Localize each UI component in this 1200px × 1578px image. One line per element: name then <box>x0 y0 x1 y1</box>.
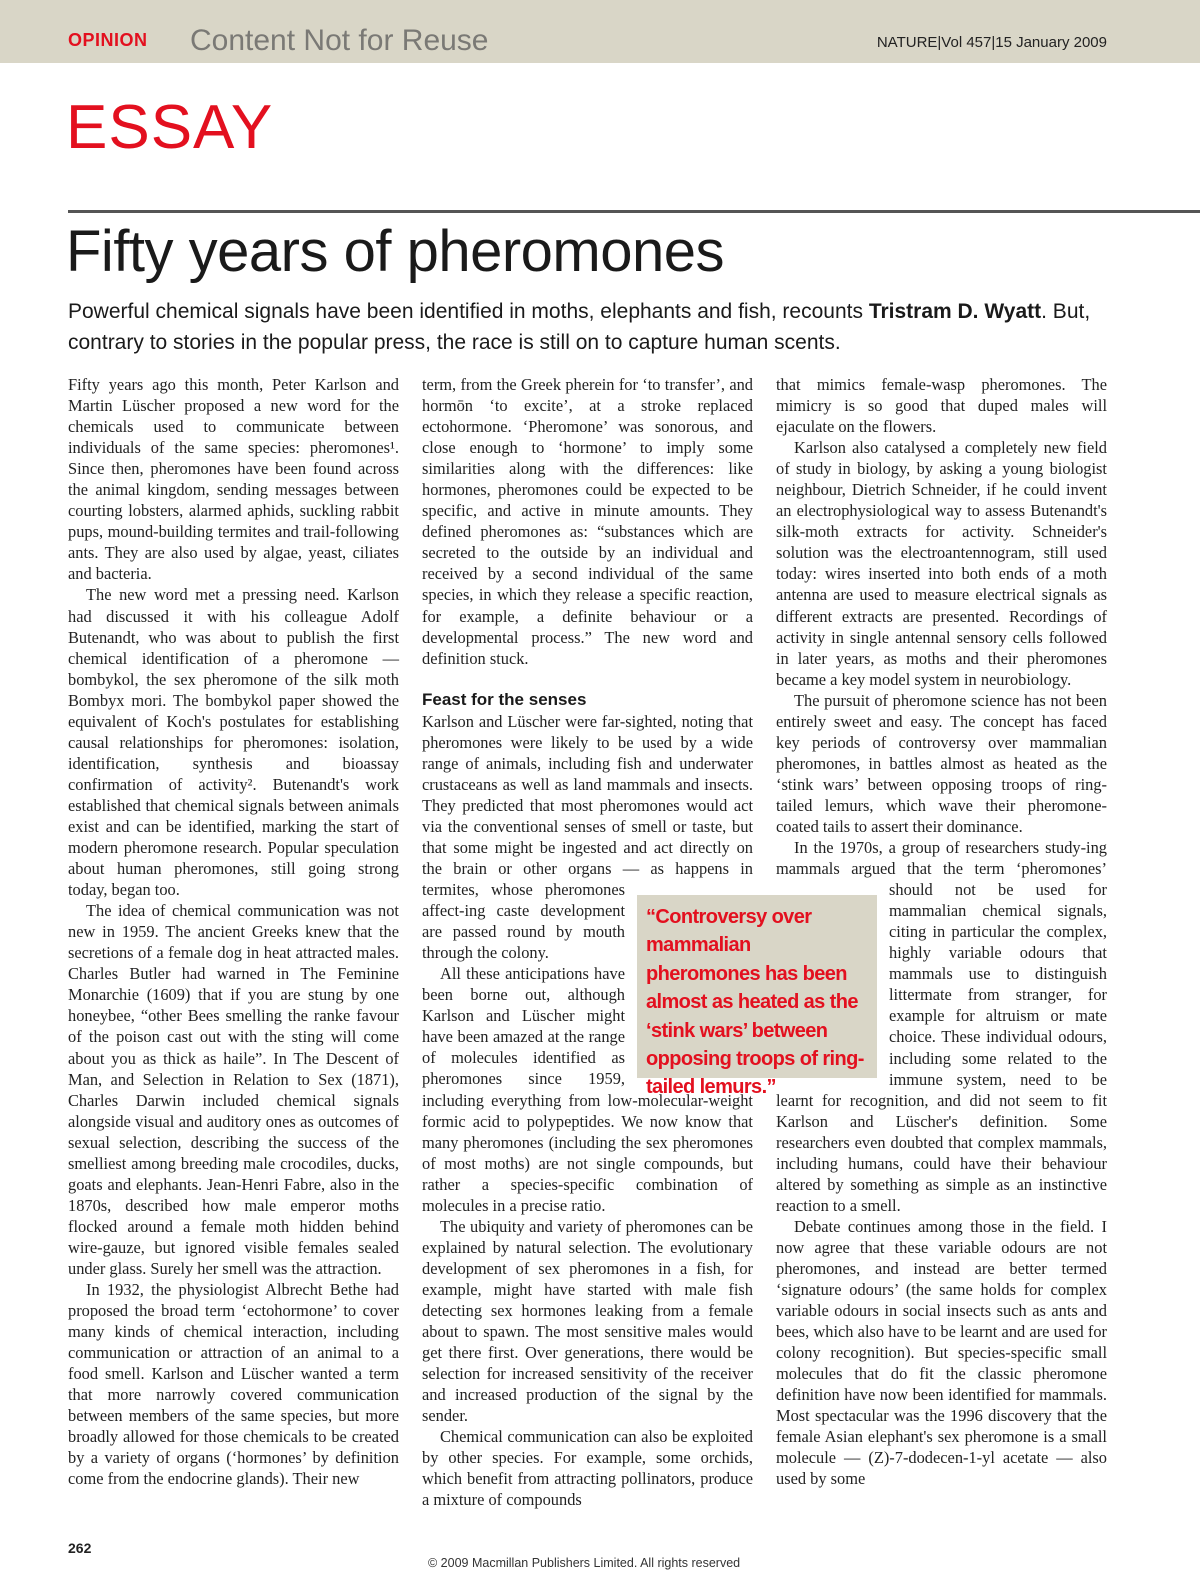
standfirst-text: Powerful chemical signals have been identified in moths, elephants and fish, recounts <box>68 300 869 323</box>
paragraph: Karlson also catalysed a completely new field of study in biology, by asking a young biologist neighbour, Dietrich Schneider, if he could invent an electrophysiological way to assess Butenandt's silk-moth extracts for activity. Schneider's solution was the electroantennogram, still used today: wires inserted into both ends of a moth antenna are used to measure electrical signals as different extracts are presented. Recordings of activity in single antennal sensory cells followed in later years, as moths and their pheromones became a key model system in neurobiology. <box>776 438 1107 689</box>
paragraph-text: ing caste development are passed round by mouth through the colony. <box>422 901 625 963</box>
watermark: Content Not for Reuse <box>190 24 489 57</box>
paragraph-text: including some related to the immune system, need to be learnt for recognition, and did not seem to fit Karlson and Lüscher's definition. Some researchers even doubted that complex mammals, including humans, could have their behaviour altered by something as simple as an instinctive reaction to a smell. <box>776 1048 1107 1215</box>
paragraph: In 1932, the physiologist Albrecht Bethe had proposed the broad term ‘ectohormone’ to cover many kinds of chemical interaction, including communication or attraction of an animal to a food smell. Karlson and Lüscher wanted a term that more narrowly covered communication between members of the same species, but more broadly allowed for those chemicals to be created by a variety of organs (‘hormones’ by definition come from the endocrine glands). Their new <box>68 1280 399 1489</box>
pull-quote: “Controversy over mammalian pheromones has been almost as heated as the ‘stink wars’ between opposing troops of ring-tailed lemurs.” <box>637 895 877 1078</box>
paragraph-text: In the 1970s, a group of researchers study- <box>794 838 1087 858</box>
paragraph-text: ing mammals argued that the term ‘pheromones’ should not be used for mammalian chemical signals, citing in particular the complex, highly variable odours that mammals use to distinguish littermate from stranger, for example for altruism or mate choice. These individual odours, <box>776 838 1107 1047</box>
section-label: OPINION <box>68 30 148 50</box>
standfirst-text-end: . But, contrary to stories in the popular press, the race is still on to capture human scents. <box>68 300 1091 354</box>
paragraph: The idea of chemical communication was not new in 1959. The ancient Greeks knew that the secretions of a female dog in heat attracted males. Charles Butler had warned in The Feminine Monarchie (1609) that if you are stung by one honeybee, “other Bees smelling the ranke favour of the poison cast out with the sting will come about you as thick as haile”. In The Descent of Man, and Selection in Relation to Sex (1871), Charles Darwin included chemical signals alongside visual and auditory ones as outcomes of sexual selection, describing the success of the smelliest among breeding male crocodiles, ducks, goats and elephants. Jean-Henri Fabre, also in the 1870s, described how male emperor moths flocked around a female moth hidden behind wire-gauze, but ignored visible females sealed under glass. Surely her smell was the attraction. <box>68 901 399 1278</box>
float-spacer <box>776 889 889 1083</box>
paragraph: Fifty years ago this month, Peter Karlson and Martin Lüscher proposed a new word for the chemicals used to communicate between individuals of the same species: pheromones¹. Since then, pheromones have been found across the animal kingdom, sending messages between courting lobsters, alarmed aphids, suckling rabbit pups, mound-building termites and trail-following ants. They are also used by algae, yeast, ciliates and bacteria. <box>68 375 399 584</box>
paragraph: The ubiquity and variety of pheromones can be explained by natural selection. The evolutionary development of sex pheromones in a fish, for example, might have started with male fish detecting sex hormones leaking from a female about to spawn. The most sensitive males would get there first. Over generations, there would be selection for increased sensitivity of the receiver and increased production of the signal by the sender. <box>422 1216 753 1426</box>
paragraph: The new word met a pressing need. Karlson had discussed it with his colleague Adolf Butenandt, who was about to publish the first chemical identification of a pheromone — bombykol, the sex pheromone of the silk moth Bombyx mori. The bombykol paper showed the equivalent of Koch's postulates for establishing causal relationships for pheromones: isolation, identification, synthesis and bioassay confirmation of activity². Butenandt's work established that chemical signals between animals exist and can be identified, marking the start of modern pheromone research. Popular speculation about human pheromones, still going strong today, began too. <box>68 585 399 900</box>
paragraph: Debate continues among those in the field. I now agree that these variable odours are not pheromones, and instead are better termed ‘signature odours’ (the same holds for complex variable odours in social insects such as ants and bees, which also have to be learnt and are used for colony recognition). But species-specific small molecules that do fit the classic pheromone definition have now been identified for mammals. Most spectacular was the 1996 discovery that the female Asian elephant's sex pheromone is a small molecule — (Z)-7-dodecen-1-yl acetate — also used by some <box>776 1216 1107 1489</box>
paragraph-text: Karlson and Lüscher were far-sighted, noting that pheromones were likely to be used by a wide range of animals, including fish and underwater crustaceans as well as land mammals and insects. They predicted that most pheromones would act via the conventional senses of smell or taste, but that some might be ingested and act directly on the brain or other organs — as happens in termites, whose pheromones affect- <box>422 711 753 921</box>
column-3 <box>776 374 1107 1489</box>
issue-info: NATURE|Vol 457|15 January 2009 <box>876 34 1107 51</box>
standfirst <box>68 296 1128 358</box>
article-type: ESSAY <box>66 93 274 162</box>
copyright: © 2009 Macmillan Publishers Limited. All rights reserved <box>428 1556 741 1570</box>
header-bar <box>0 0 1200 63</box>
paragraph: The pursuit of pheromone science has not been entirely sweet and easy. The concept has faced key periods of controversy over mammalian pheromones, in battles almost as heated as the ‘stink wars’ between opposing troops of ring-tailed lemurs, which wave their pheromone-coated tails to assert their dominance. <box>776 690 1107 836</box>
paragraph: term, from the Greek pherein for ‘to transfer’, and hormōn ‘to excite’, at a stroke replaced ectohormone. ‘Pheromone’ was sonorous, and close enough to ‘hormone’ to imply some similarities along with the differences: like hormones, pheromones could be expected to be specific, and active in minute amounts. They defined pheromones as: “substances which are secreted to the outside by an individual and received by a second individual of the same species, in which they release a specific reaction, for example, a definite behaviour or a developmental process.” The new word and definition stuck. <box>422 375 753 668</box>
paragraph-text: All these anticipations have been borne out, although Karlson and Lüscher might have been amazed at the range of molecules identified as pheromones since 1959, <box>422 964 625 1089</box>
article-title: Fifty years of pheromones <box>66 219 725 284</box>
author-name: Tristram D. Wyatt <box>868 300 1042 323</box>
paragraph: that mimics female-wasp pheromones. The mimicry is so good that duped males will ejaculate on the flowers. <box>776 375 1107 437</box>
paragraph-text: including everything from low-molecular-weight formic acid to polypeptides. We now know that many pheromones (including the sex pheromones of most moths) are not single compounds, but rather a species-specific combination of molecules in a precise ratio. <box>422 1090 753 1215</box>
divider <box>68 210 1200 213</box>
paragraph: Chemical communication can also be exploited by other species. For example, some orchids, which benefit from attracting pollinators, produce a mixture of compounds <box>422 1427 753 1510</box>
subheading: Feast for the senses <box>422 689 587 709</box>
column-2 <box>422 374 864 1510</box>
page-number: 262 <box>68 1540 92 1556</box>
column-1 <box>68 374 399 1489</box>
